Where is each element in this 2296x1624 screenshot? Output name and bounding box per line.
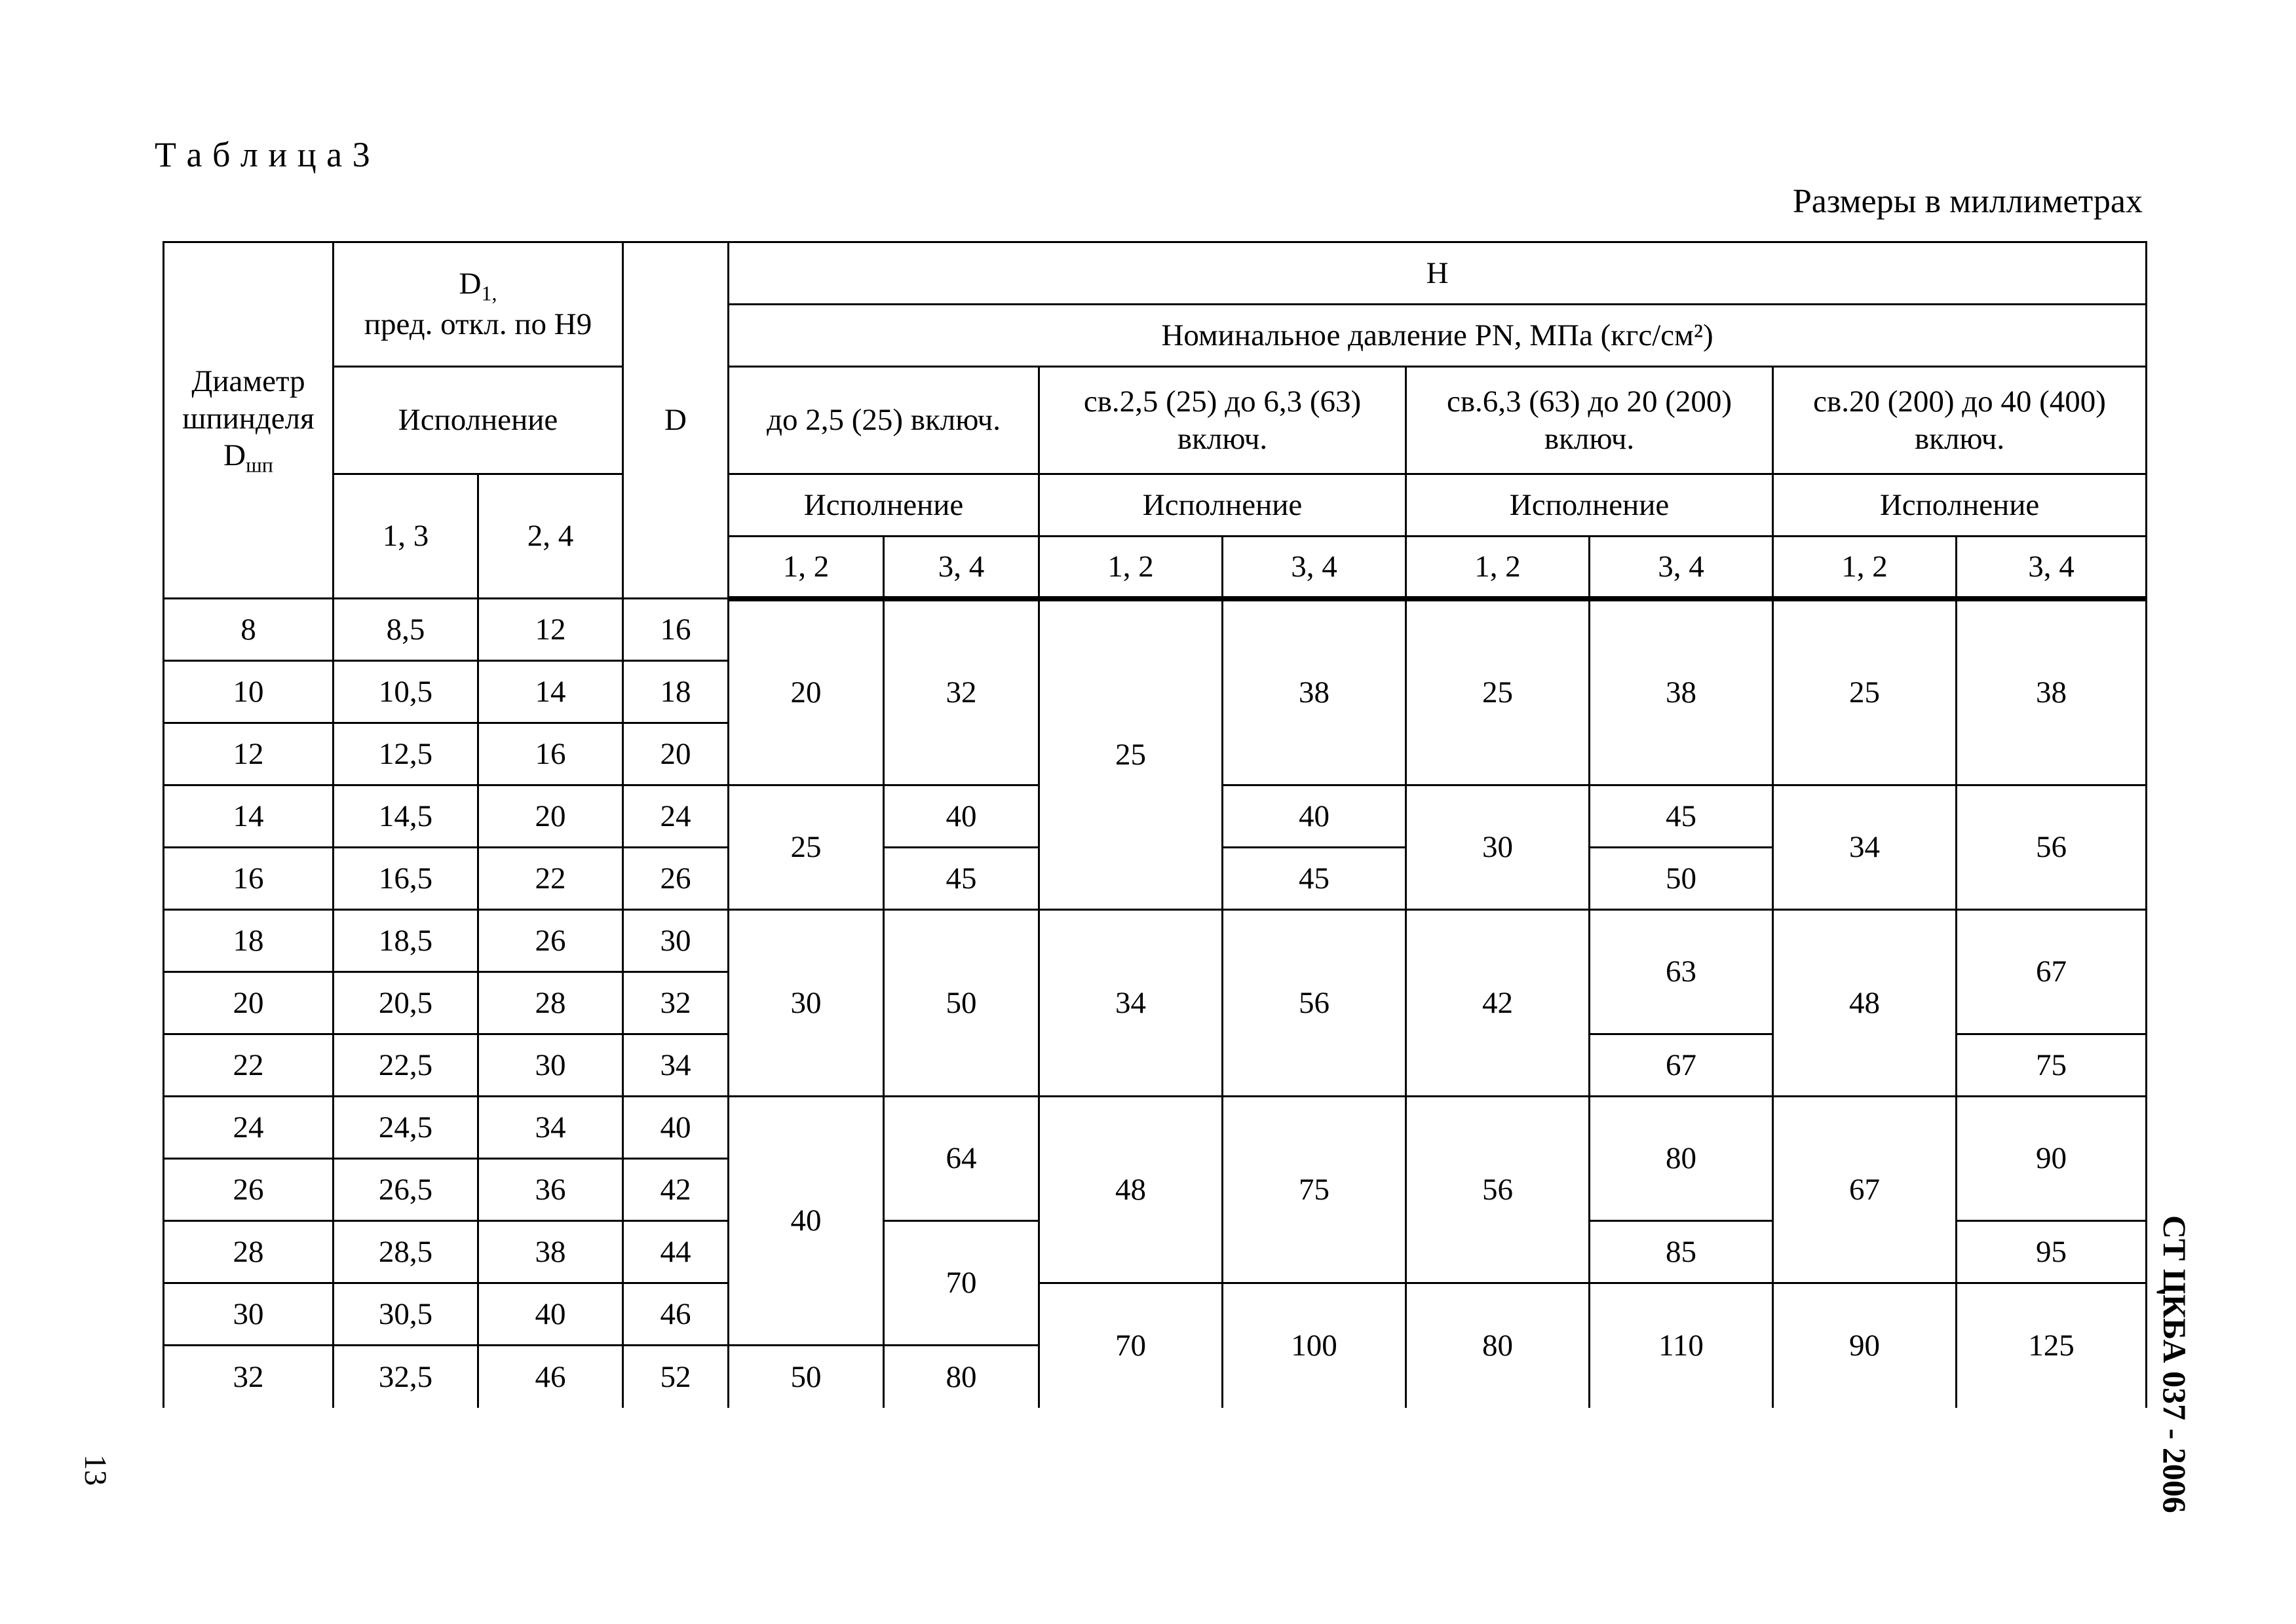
exec-34-p2: 3, 4 xyxy=(1223,537,1406,599)
d1b-cell: 14 xyxy=(478,661,623,723)
h-cell: 25 xyxy=(1039,599,1223,910)
exec-12-p3: 1, 2 xyxy=(1406,537,1590,599)
d1a-cell: 24,5 xyxy=(334,1097,478,1159)
d1a-cell: 22,5 xyxy=(334,1034,478,1097)
h-cell: 25 xyxy=(1773,599,1957,785)
exec-34-p1: 3, 4 xyxy=(884,537,1039,599)
d-cell: 46 xyxy=(623,1283,729,1346)
h-cell: 70 xyxy=(1039,1283,1223,1408)
h-cell: 85 xyxy=(1590,1221,1773,1283)
dsp-cell: 28 xyxy=(164,1221,334,1283)
h-cell: 50 xyxy=(729,1346,884,1408)
h-cell: 30 xyxy=(729,910,884,1097)
d1a-cell: 18,5 xyxy=(334,910,478,972)
d-cell: 44 xyxy=(623,1221,729,1283)
h-cell: 38 xyxy=(1223,599,1406,785)
d-cell: 42 xyxy=(623,1159,729,1221)
pressure-range-1: до 2,5 (25) включ. xyxy=(729,367,1039,474)
d-header: D xyxy=(623,242,729,599)
d1b-cell: 40 xyxy=(478,1283,623,1346)
h-cell: 64 xyxy=(884,1097,1039,1221)
spindle-diameter-header xyxy=(164,242,334,599)
d1-tolerance: пред. откл. по Н9 xyxy=(364,307,592,342)
d1-header xyxy=(334,242,623,367)
execution-header-4: Исполнение xyxy=(1773,474,2147,537)
h-cell: 70 xyxy=(884,1221,1039,1346)
h-cell: 34 xyxy=(1039,910,1223,1097)
d1a-cell: 14,5 xyxy=(334,785,478,848)
h-cell: 56 xyxy=(1957,785,2147,910)
h-cell: 48 xyxy=(1773,910,1957,1097)
h-cell: 100 xyxy=(1223,1283,1406,1408)
d1b-cell: 26 xyxy=(478,910,623,972)
h-cell: 75 xyxy=(1223,1097,1406,1283)
d1a-cell: 28,5 xyxy=(334,1221,478,1283)
h-cell: 125 xyxy=(1957,1283,2147,1408)
spindle-diameter-label: Диаметр шпинделя xyxy=(182,364,315,436)
table-title: Т а б л и ц а 3 xyxy=(155,135,371,174)
h-cell: 34 xyxy=(1773,785,1957,910)
h-cell: 75 xyxy=(1957,1034,2147,1097)
h-cell: 90 xyxy=(1773,1283,1957,1408)
h-cell: 38 xyxy=(1590,599,1773,785)
d1a-cell: 10,5 xyxy=(334,661,478,723)
dsp-cell: 26 xyxy=(164,1159,334,1221)
h-cell: 42 xyxy=(1406,910,1590,1097)
dimensions-table xyxy=(163,241,2147,1408)
dsp-cell: 24 xyxy=(164,1097,334,1159)
d-cell: 18 xyxy=(623,661,729,723)
h-cell: 56 xyxy=(1223,910,1406,1097)
d1b-cell: 36 xyxy=(478,1159,623,1221)
h-cell: 38 xyxy=(1957,599,2147,785)
d1b-cell: 20 xyxy=(478,785,623,848)
h-cell: 110 xyxy=(1590,1283,1773,1408)
h-cell: 20 xyxy=(729,599,884,785)
d1b-cell: 28 xyxy=(478,972,623,1034)
h-cell: 56 xyxy=(1406,1097,1590,1283)
d1-exec-13: 1, 3 xyxy=(334,474,478,599)
h-header: H xyxy=(729,242,2147,305)
execution-header-2: Исполнение xyxy=(1039,474,1406,537)
dsp-cell: 22 xyxy=(164,1034,334,1097)
d-cell: 24 xyxy=(623,785,729,848)
d1a-cell: 20,5 xyxy=(334,972,478,1034)
dsp-cell: 30 xyxy=(164,1283,334,1346)
units-note: Размеры в миллиметрах xyxy=(1792,183,2143,220)
d1b-cell: 34 xyxy=(478,1097,623,1159)
h-cell: 67 xyxy=(1957,910,2147,1034)
d-cell: 52 xyxy=(623,1346,729,1408)
dsp-cell: 16 xyxy=(164,848,334,910)
h-cell: 45 xyxy=(1590,785,1773,848)
d1b-cell: 38 xyxy=(478,1221,623,1283)
execution-header-3: Исполнение xyxy=(1406,474,1773,537)
h-cell: 90 xyxy=(1957,1097,2147,1221)
h-cell: 67 xyxy=(1773,1097,1957,1283)
d-cell: 32 xyxy=(623,972,729,1034)
h-cell: 48 xyxy=(1039,1097,1223,1283)
d-cell: 30 xyxy=(623,910,729,972)
exec-12-p4: 1, 2 xyxy=(1773,537,1957,599)
h-cell: 45 xyxy=(1223,848,1406,910)
exec-12-p1: 1, 2 xyxy=(729,537,884,599)
h-cell: 50 xyxy=(1590,848,1773,910)
h-cell: 30 xyxy=(1406,785,1590,910)
pressure-range-4: св.20 (200) до 40 (400) включ. xyxy=(1773,367,2147,474)
h-cell: 25 xyxy=(1406,599,1590,785)
h-cell: 80 xyxy=(884,1346,1039,1408)
d1b-cell: 30 xyxy=(478,1034,623,1097)
h-cell: 63 xyxy=(1590,910,1773,1034)
pressure-range-2: св.2,5 (25) до 6,3 (63) включ. xyxy=(1039,367,1406,474)
h-cell: 40 xyxy=(729,1097,884,1346)
h-cell: 40 xyxy=(1223,785,1406,848)
d1b-cell: 16 xyxy=(478,723,623,785)
d1a-cell: 32,5 xyxy=(334,1346,478,1408)
d1b-cell: 22 xyxy=(478,848,623,910)
h-cell: 80 xyxy=(1406,1283,1590,1408)
d1-exec-24: 2, 4 xyxy=(478,474,623,599)
d-cell: 40 xyxy=(623,1097,729,1159)
spindle-symbol: D xyxy=(223,438,246,472)
dsp-cell: 32 xyxy=(164,1346,334,1408)
h-cell: 95 xyxy=(1957,1221,2147,1283)
dsp-cell: 8 xyxy=(164,599,334,661)
d1-subscript: 1, xyxy=(481,281,497,305)
execution-header-1: Исполнение xyxy=(729,474,1039,537)
h-cell: 40 xyxy=(884,785,1039,848)
pressure-range-3: св.6,3 (63) до 20 (200) включ. xyxy=(1406,367,1773,474)
exec-34-p3: 3, 4 xyxy=(1590,537,1773,599)
d-cell: 20 xyxy=(623,723,729,785)
document-code: СТ ЦКБА 037 - 2006 xyxy=(2156,1215,2193,1513)
d1-symbol: D xyxy=(459,267,482,301)
d1a-cell: 16,5 xyxy=(334,848,478,910)
d1b-cell: 12 xyxy=(478,599,623,661)
h-cell: 32 xyxy=(884,599,1039,785)
spindle-symbol-subscript: шп xyxy=(246,453,273,477)
h-cell: 80 xyxy=(1590,1097,1773,1221)
table-row xyxy=(164,1283,2147,1346)
table-row xyxy=(164,910,2147,972)
dsp-cell: 18 xyxy=(164,910,334,972)
d1a-cell: 26,5 xyxy=(334,1159,478,1221)
d1b-cell: 46 xyxy=(478,1346,623,1408)
d1a-cell: 30,5 xyxy=(334,1283,478,1346)
d-cell: 34 xyxy=(623,1034,729,1097)
dsp-cell: 20 xyxy=(164,972,334,1034)
d1a-cell: 12,5 xyxy=(334,723,478,785)
d1a-cell: 8,5 xyxy=(334,599,478,661)
table-row xyxy=(164,1097,2147,1159)
h-cell: 45 xyxy=(884,848,1039,910)
h-cell: 67 xyxy=(1590,1034,1773,1097)
dsp-cell: 14 xyxy=(164,785,334,848)
dsp-cell: 12 xyxy=(164,723,334,785)
exec-12-p2: 1, 2 xyxy=(1039,537,1223,599)
h-cell: 25 xyxy=(729,785,884,910)
d-cell: 26 xyxy=(623,848,729,910)
page-number: 13 xyxy=(78,1454,113,1486)
dsp-cell: 10 xyxy=(164,661,334,723)
d1-execution-header: Исполнение xyxy=(334,367,623,474)
d-cell: 16 xyxy=(623,599,729,661)
h-cell: 50 xyxy=(884,910,1039,1097)
exec-34-p4: 3, 4 xyxy=(1957,537,2147,599)
nominal-pressure-header: Номинальное давление PN, МПа (кгс/см²) xyxy=(729,305,2147,367)
table-row xyxy=(164,599,2147,661)
